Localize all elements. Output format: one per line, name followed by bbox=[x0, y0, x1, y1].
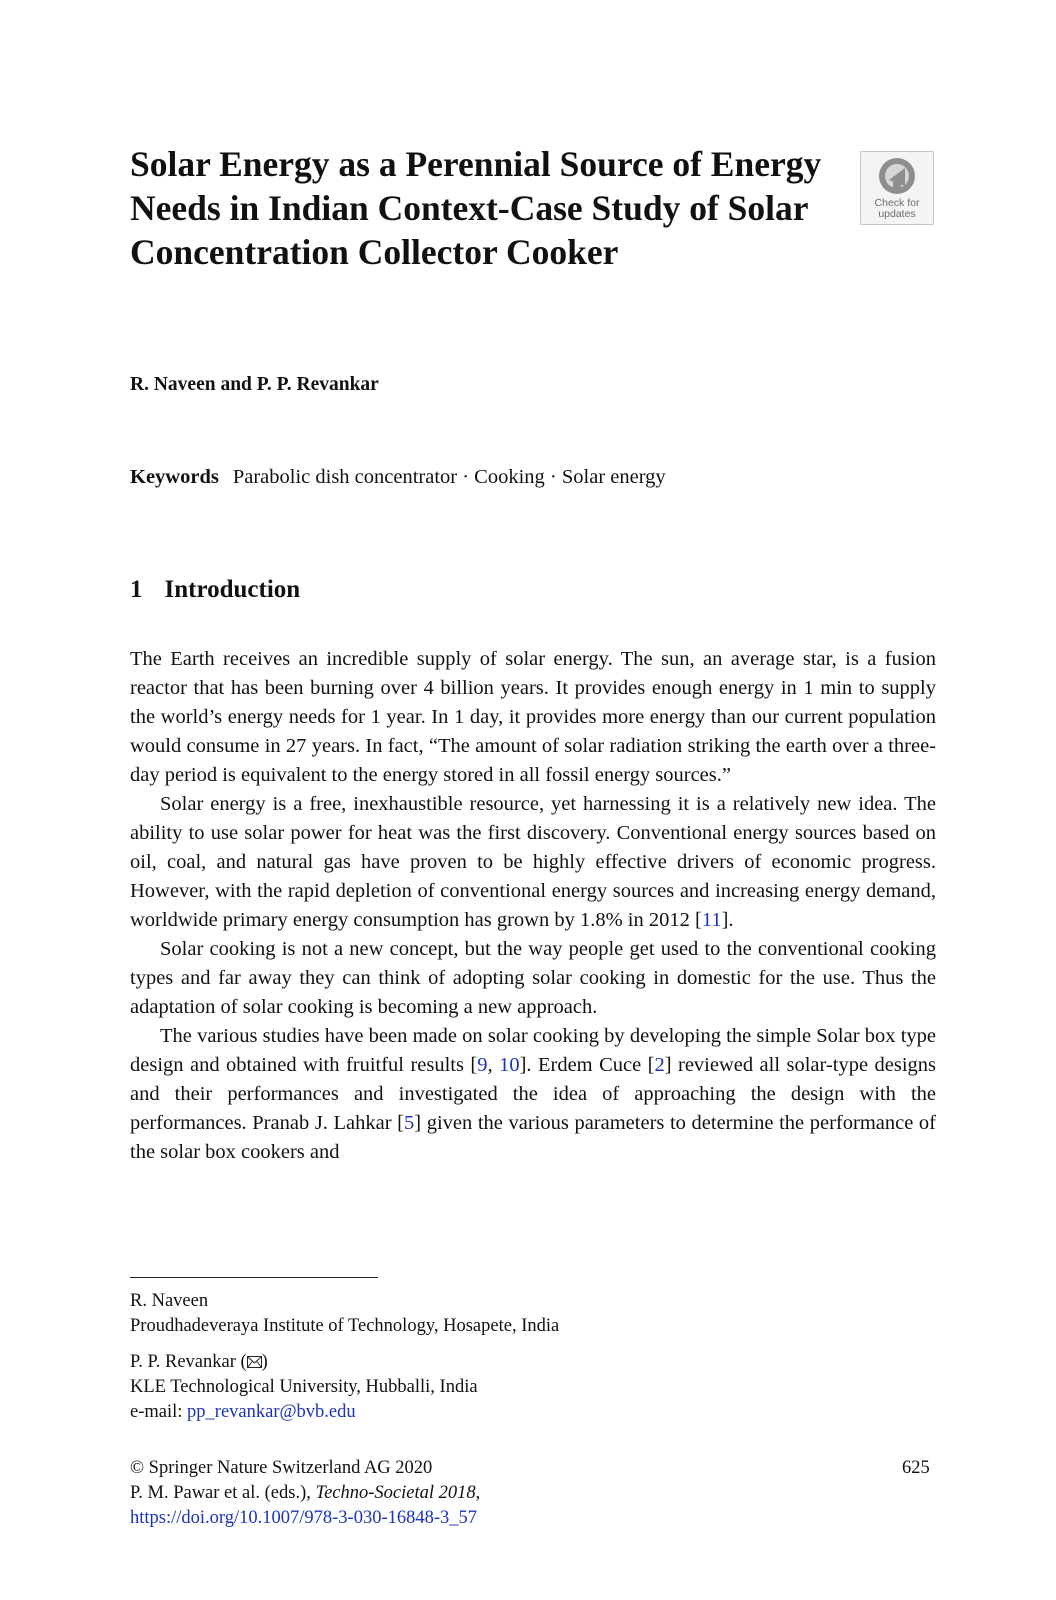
affiliation-institution: Proudhadeveraya Institute of Technology, Hosapete, India bbox=[130, 1316, 560, 1336]
check-for-updates-badge[interactable] bbox=[860, 151, 934, 225]
citation-link[interactable]: 11 bbox=[701, 909, 722, 931]
badge-label: Check for updates bbox=[874, 197, 920, 220]
check-for-updates-icon bbox=[877, 156, 917, 196]
envelope-icon bbox=[247, 1356, 262, 1368]
affiliation-institution: KLE Technological University, Hubballi, India bbox=[130, 1377, 478, 1397]
paragraph-3: Solar cooking is not a new concept, but the way people get used to the conventional cooking types and far away they can think of adopting solar cooking in domestic for the use. Thus the adaptation of solar cooking is becoming a new approach. bbox=[130, 938, 936, 1018]
page-number: 625 bbox=[902, 1458, 930, 1478]
footnote-divider bbox=[130, 1277, 378, 1278]
section-title: Introduction bbox=[164, 576, 301, 603]
citation-link[interactable]: 10 bbox=[499, 1054, 520, 1076]
keywords bbox=[130, 466, 666, 489]
citation-link[interactable]: 5 bbox=[404, 1112, 415, 1134]
email-line: e-mail: pp_revankar@bvb.edu bbox=[130, 1402, 356, 1422]
keywords-label: Keywords bbox=[130, 466, 219, 488]
publication-credit bbox=[130, 1456, 480, 1531]
affiliation-name: P. P. Revankar ( ) bbox=[130, 1352, 268, 1372]
section-number: 1 bbox=[130, 576, 143, 603]
email-link[interactable]: pp_revankar@bvb.edu bbox=[187, 1402, 356, 1422]
paragraph-1: The Earth receives an incredible supply of solar energy. The sun, an average star, is a fusion reactor that has been burning over 4 billion years. It provides enough energy in 1 min to supply the world’s energy needs for 1 year. In 1 day, it provides more energy than our current population would consume in 27 years. In fact, “The amount of solar radiation striking the earth over a three-day period is equivalent to the energy stored in all fossil energy sources.” bbox=[130, 648, 936, 786]
book-citation: P. M. Pawar et al. (eds.), Techno-Societal 2018, bbox=[130, 1483, 481, 1503]
paragraph-2: Solar energy is a free, inexhaustible resource, yet harnessing it is a relatively new idea. The ability to use solar power for heat was the first discovery. Conventional energy sources based on oil, coal, and natural gas have proven to be highly effective drivers of economic progress. However, with the rapid depletion of conventional energy sources and increasing energy demand, worldwide primary energy consumption has grown by 1.8% in 2012 [11]. bbox=[130, 793, 936, 931]
doi-link[interactable]: https://doi.org/10.1007/978-3-030-16848-3_57 bbox=[130, 1508, 478, 1528]
paragraph-4: The various studies have been made on solar cooking by developing the simple Solar box type design and obtained with fruitful results [9, 10]. Erdem Cuce [2] reviewed all solar-type designs and their performances and investigated the idea of approaching the design with the performances. Pranab J. Lahkar [5] given the various parameters to determine the performance of the solar box cookers and bbox=[130, 1025, 937, 1163]
paper-title: Solar Energy as a Perennial Source of Energy Needs in Indian Context-Case Study of Solar Concentration Collector Cooker bbox=[130, 144, 822, 272]
section-heading bbox=[130, 576, 300, 604]
keywords-text: Parabolic dish concentrator · Cooking · Solar energy bbox=[232, 466, 666, 488]
citation-link[interactable]: 9 bbox=[477, 1054, 488, 1076]
affiliation-name: R. Naveen bbox=[130, 1291, 209, 1311]
citation-link[interactable]: 2 bbox=[654, 1054, 665, 1076]
affiliation-2 bbox=[130, 1350, 478, 1425]
authors: R. Naveen and P. P. Revankar bbox=[130, 374, 379, 395]
copyright: © Springer Nature Switzerland AG 2020 bbox=[130, 1458, 433, 1478]
book-title: Techno-Societal 2018 bbox=[315, 1483, 476, 1503]
affiliation-1 bbox=[130, 1289, 559, 1339]
body-text bbox=[130, 645, 936, 1167]
